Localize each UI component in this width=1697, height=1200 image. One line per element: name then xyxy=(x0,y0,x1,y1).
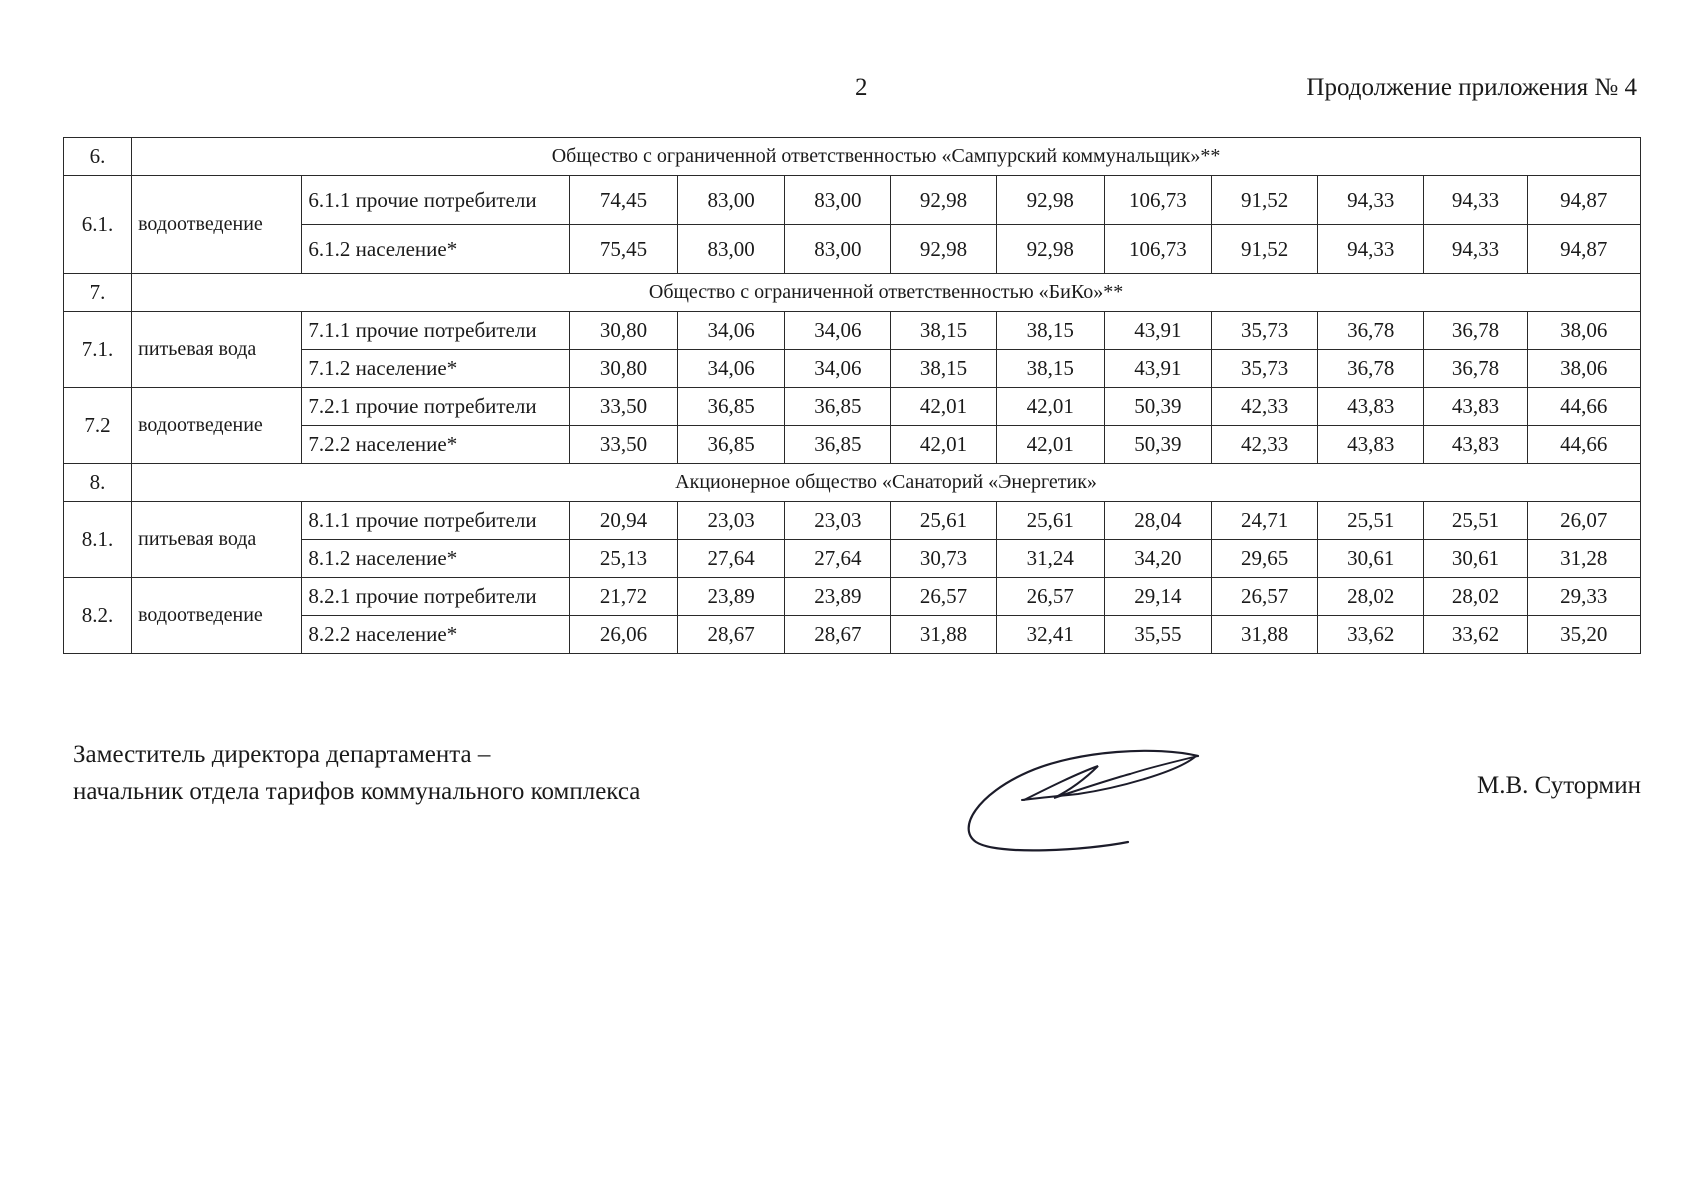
tariff-value-cell: 33,50 xyxy=(569,426,677,464)
signer-position-line-1: Заместитель директора департамента – xyxy=(73,741,491,768)
tariff-value-cell: 43,83 xyxy=(1318,388,1424,426)
tariff-value-cell: 42,01 xyxy=(996,426,1104,464)
group-number: 6.1. xyxy=(64,176,132,274)
tariff-value-cell: 29,14 xyxy=(1104,578,1211,616)
tariff-value-cell: 38,15 xyxy=(996,350,1104,388)
tariff-value-cell: 92,98 xyxy=(891,225,996,274)
service-type: водоотведение xyxy=(132,578,302,654)
tariff-value-cell: 32,41 xyxy=(996,616,1104,654)
group-number: 7.2 xyxy=(64,388,132,464)
tariff-value-cell: 27,64 xyxy=(785,540,891,578)
tariff-value-cell: 27,64 xyxy=(678,540,785,578)
tariff-value-cell: 34,06 xyxy=(785,350,891,388)
tariff-value-cell: 26,57 xyxy=(1212,578,1318,616)
signer-position-line-2: начальник отдела тарифов коммунального комплекса xyxy=(73,778,641,805)
tariff-value-cell: 30,80 xyxy=(569,312,677,350)
consumer-category: 8.1.2 население* xyxy=(302,540,569,578)
consumer-category: 7.1.2 население* xyxy=(302,350,569,388)
tariff-value-cell: 36,85 xyxy=(678,388,785,426)
tariff-value-cell: 35,20 xyxy=(1527,616,1640,654)
tariff-value-cell: 36,85 xyxy=(785,388,891,426)
signer-name: М.В. Сутормин xyxy=(1476,772,1641,799)
tariff-value-cell: 25,51 xyxy=(1424,502,1527,540)
tariff-value-cell: 30,73 xyxy=(891,540,996,578)
tariff-value-cell: 33,50 xyxy=(569,388,677,426)
tariff-value-cell: 92,98 xyxy=(996,176,1104,225)
tariff-value-cell: 31,88 xyxy=(891,616,996,654)
tariff-value-cell: 94,33 xyxy=(1424,225,1527,274)
tariff-value-cell: 28,67 xyxy=(785,616,891,654)
group-number: 8.2. xyxy=(64,578,132,654)
tariff-value-cell: 25,61 xyxy=(996,502,1104,540)
tariff-value-cell: 35,55 xyxy=(1104,616,1211,654)
section-number: 6. xyxy=(64,138,132,176)
section-number: 7. xyxy=(64,274,132,312)
tariff-value-cell: 38,15 xyxy=(891,312,996,350)
tariff-value-cell: 43,83 xyxy=(1318,426,1424,464)
tariff-value-cell: 35,73 xyxy=(1212,350,1318,388)
tariff-value-cell: 35,73 xyxy=(1212,312,1318,350)
tariff-value-cell: 23,89 xyxy=(678,578,785,616)
tariff-value-cell: 25,61 xyxy=(891,502,996,540)
section-number: 8. xyxy=(64,464,132,502)
consumer-category: 8.2.1 прочие потребители xyxy=(302,578,569,616)
consumer-category: 7.2.1 прочие потребители xyxy=(302,388,569,426)
service-type: водоотведение xyxy=(132,176,302,274)
tariff-value-cell: 28,02 xyxy=(1424,578,1527,616)
tariff-value-cell: 31,24 xyxy=(996,540,1104,578)
consumer-category: 8.1.1 прочие потребители xyxy=(302,502,569,540)
tariff-value-cell: 43,91 xyxy=(1104,312,1211,350)
signer-position xyxy=(73,736,640,810)
tariff-value-cell: 25,51 xyxy=(1318,502,1424,540)
tariff-value-cell: 38,15 xyxy=(996,312,1104,350)
group-number: 7.1. xyxy=(64,312,132,388)
tariff-value-cell: 92,98 xyxy=(996,225,1104,274)
appendix-continuation-note: Продолжение приложения № 4 xyxy=(1306,74,1637,101)
tariff-value-cell: 34,06 xyxy=(678,350,785,388)
tariff-value-cell: 21,72 xyxy=(569,578,677,616)
consumer-category: 8.2.2 население* xyxy=(302,616,569,654)
tariff-value-cell: 91,52 xyxy=(1212,225,1318,274)
tariff-value-cell: 34,06 xyxy=(678,312,785,350)
tariff-table-body xyxy=(64,138,1641,654)
tariff-value-cell: 44,66 xyxy=(1527,426,1640,464)
tariff-value-cell: 38,06 xyxy=(1527,350,1640,388)
table-row xyxy=(64,312,1641,350)
tariff-value-cell: 38,06 xyxy=(1527,312,1640,350)
tariff-value-cell: 30,61 xyxy=(1318,540,1424,578)
tariff-value-cell: 28,67 xyxy=(678,616,785,654)
tariff-value-cell: 30,61 xyxy=(1424,540,1527,578)
group-number: 8.1. xyxy=(64,502,132,578)
tariff-value-cell: 74,45 xyxy=(569,176,677,225)
service-type: питьевая вода xyxy=(132,312,302,388)
tariff-value-cell: 94,87 xyxy=(1527,225,1640,274)
tariff-value-cell: 26,06 xyxy=(569,616,677,654)
tariff-value-cell: 92,98 xyxy=(891,176,996,225)
tariff-value-cell: 94,33 xyxy=(1318,176,1424,225)
organization-name: Общество с ограниченной ответственностью «Сампурский коммунальщик»** xyxy=(132,138,1641,176)
tariff-value-cell: 30,80 xyxy=(569,350,677,388)
tariff-value-cell: 42,01 xyxy=(891,426,996,464)
tariff-value-cell: 50,39 xyxy=(1104,426,1211,464)
tariff-value-cell: 31,28 xyxy=(1527,540,1640,578)
signature-icon xyxy=(958,738,1208,858)
page-number: 2 xyxy=(855,74,868,101)
tariff-table xyxy=(63,137,1641,654)
tariff-value-cell: 20,94 xyxy=(569,502,677,540)
tariff-value-cell: 36,78 xyxy=(1424,312,1527,350)
tariff-value-cell: 23,03 xyxy=(785,502,891,540)
tariff-value-cell: 26,07 xyxy=(1527,502,1640,540)
tariff-value-cell: 94,87 xyxy=(1527,176,1640,225)
tariff-value-cell: 34,06 xyxy=(785,312,891,350)
tariff-value-cell: 43,83 xyxy=(1424,388,1527,426)
tariff-value-cell: 106,73 xyxy=(1104,225,1211,274)
tariff-value-cell: 75,45 xyxy=(569,225,677,274)
tariff-value-cell: 23,03 xyxy=(678,502,785,540)
tariff-value-cell: 36,85 xyxy=(785,426,891,464)
tariff-value-cell: 28,04 xyxy=(1104,502,1211,540)
table-row xyxy=(64,502,1641,540)
consumer-category: 7.2.2 население* xyxy=(302,426,569,464)
tariff-value-cell: 28,02 xyxy=(1318,578,1424,616)
consumer-category: 6.1.1 прочие потребители xyxy=(302,176,569,225)
tariff-value-cell: 38,15 xyxy=(891,350,996,388)
organization-name: Акционерное общество «Санаторий «Энергетик» xyxy=(132,464,1641,502)
tariff-value-cell: 83,00 xyxy=(785,225,891,274)
tariff-value-cell: 24,71 xyxy=(1212,502,1318,540)
tariff-value-cell: 42,33 xyxy=(1212,388,1318,426)
tariff-value-cell: 42,33 xyxy=(1212,426,1318,464)
tariff-value-cell: 42,01 xyxy=(996,388,1104,426)
tariff-value-cell: 91,52 xyxy=(1212,176,1318,225)
organization-name: Общество с ограниченной ответственностью «БиКо»** xyxy=(132,274,1641,312)
organization-row xyxy=(64,464,1641,502)
tariff-value-cell: 23,89 xyxy=(785,578,891,616)
service-type: питьевая вода xyxy=(132,502,302,578)
tariff-value-cell: 44,66 xyxy=(1527,388,1640,426)
tariff-value-cell: 106,73 xyxy=(1104,176,1211,225)
tariff-value-cell: 33,62 xyxy=(1318,616,1424,654)
tariff-value-cell: 26,57 xyxy=(996,578,1104,616)
tariff-value-cell: 83,00 xyxy=(678,225,785,274)
tariff-value-cell: 34,20 xyxy=(1104,540,1211,578)
tariff-value-cell: 36,78 xyxy=(1424,350,1527,388)
tariff-value-cell: 25,13 xyxy=(569,540,677,578)
tariff-value-cell: 29,65 xyxy=(1212,540,1318,578)
table-row xyxy=(64,388,1641,426)
tariff-value-cell: 36,78 xyxy=(1318,350,1424,388)
tariff-value-cell: 94,33 xyxy=(1318,225,1424,274)
table-row xyxy=(64,578,1641,616)
tariff-value-cell: 36,78 xyxy=(1318,312,1424,350)
tariff-value-cell: 43,91 xyxy=(1104,350,1211,388)
tariff-value-cell: 94,33 xyxy=(1424,176,1527,225)
tariff-value-cell: 42,01 xyxy=(891,388,996,426)
tariff-value-cell: 36,85 xyxy=(678,426,785,464)
organization-row xyxy=(64,138,1641,176)
consumer-category: 6.1.2 население* xyxy=(302,225,569,274)
service-type: водоотведение xyxy=(132,388,302,464)
tariff-value-cell: 26,57 xyxy=(891,578,996,616)
tariff-value-cell: 83,00 xyxy=(678,176,785,225)
tariff-value-cell: 29,33 xyxy=(1527,578,1640,616)
tariff-value-cell: 50,39 xyxy=(1104,388,1211,426)
tariff-value-cell: 33,62 xyxy=(1424,616,1527,654)
table-row xyxy=(64,176,1641,225)
tariff-value-cell: 43,83 xyxy=(1424,426,1527,464)
tariff-value-cell: 31,88 xyxy=(1212,616,1318,654)
organization-row xyxy=(64,274,1641,312)
consumer-category: 7.1.1 прочие потребители xyxy=(302,312,569,350)
tariff-value-cell: 83,00 xyxy=(785,176,891,225)
